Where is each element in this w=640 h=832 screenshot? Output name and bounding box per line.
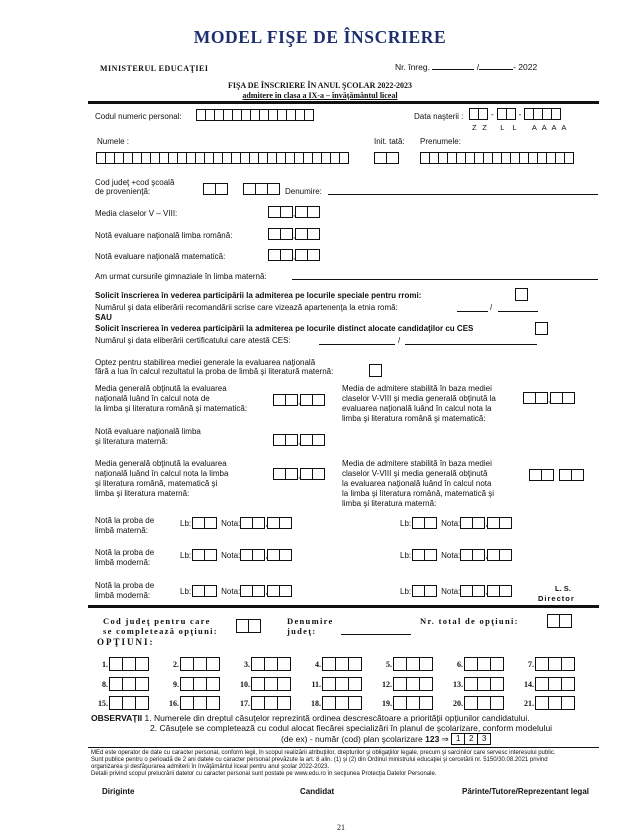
last-name-input[interactable] [96,152,349,164]
roma-doc-label: Numărul şi data eliberării recomandării scrise care vizează apartenenţa la etnia romă: [95,303,398,312]
nota-label: Nota: [441,550,461,560]
roma-doc-number[interactable] [457,311,488,312]
gen-avg-mat-label-2: naţională luând în calcul nota la limba [95,469,229,478]
director-label: Director [538,594,575,603]
option-8[interactable]: 8. [96,677,149,691]
options-county-label: Cod judeţ pentru care [103,616,211,626]
lb-label: Lb: [180,550,192,560]
ro-grade-label: Notă evaluare naţională limba română: [95,231,233,240]
arrow-right-icon: ⇒ [441,733,449,744]
option-16[interactable]: 16. [167,696,220,710]
option-4[interactable]: 4. [309,657,362,671]
ces-doc-slash: / [398,336,401,345]
math-grade-input[interactable]: , [268,249,320,261]
page-number: 21 [337,823,345,832]
nota-label: Nota: [221,586,241,596]
test-1-label-1: Notă la proba de [95,516,155,525]
options-total-input[interactable] [547,614,572,628]
option-15[interactable]: 15. [96,696,149,710]
cnp-input[interactable] [196,109,314,121]
form-title: FIŞA DE ÎNSCRIERE ÎN ANUL ŞCOLAR 2022-2023 [227,81,413,90]
adm-avg-mat-input[interactable] [529,469,584,481]
cnp-label: Codul numeric personal: [95,112,182,121]
school-code-label-2: de provenienţă: [95,187,151,196]
test-3-left[interactable]: Lb: Nota: , [180,585,292,597]
adm-avg-mat-label-4: la limba şi literatura română, matematică şi [342,489,495,498]
roma-request: Solicit înscrierea în vederea participării la admiterea pe locurile speciale pentru rromi: [95,291,422,300]
legal-line-3: organizarea şi desfăşurarea admiterii în învăţământul liceal pentru anul şcolar 2022-2023. [91,764,330,770]
roma-doc-date[interactable] [498,311,538,312]
gen-avg-mat-input[interactable]: , [273,468,325,480]
observations-note-3: (de ex) - număr (cod) plan şcolarizare 123 ⇒ 1 2 3 [281,733,491,745]
option-13[interactable]: 13. [451,677,504,691]
ces-doc-label: Numărul şi data eliberării certificatului care atestă CES: [95,336,291,345]
signature-parent: Părinte/Tutore/Reprezentant legal [462,787,589,796]
ces-request: Solicit înscrierea în vederea participării la admiterea pe locurile distinct alocate candidaţilor cu CES [95,324,474,333]
test-2-right[interactable]: Lb: Nota: , [400,549,512,561]
top-divider [88,101,599,104]
adm-avg-mat-label-1: Media de admitere stabilită în baza mediei [342,459,492,468]
options-header: OPŢIUNI: [97,637,155,647]
option-7[interactable]: 7. [522,657,575,671]
gen-avg-ro-label-1: Media generală obţinută la evaluarea [95,384,227,393]
example-code: 123 [425,734,440,744]
ces-checkbox[interactable] [535,322,548,335]
school-code-input[interactable] [243,183,280,195]
observations-note-2: 2. Căsuţele se completează cu codul alocat fiecărei specializări în planul de şcolarizare, conform modelului [150,723,553,733]
option-9[interactable]: 9. [167,677,220,691]
math-grade-label: Notă evaluare naţională matematică: [95,252,226,261]
adm-avg-ro-input[interactable]: , [523,392,575,404]
option-5[interactable]: 5. [380,657,433,671]
legal-line-1: MEd este operator de date cu caracter personal, conform legii, în scopul realizării atribuţiilor, drepturilor şi obligaţiilor legale, precum şi sarcinilor care servesc interesului public. [91,750,556,756]
roma-checkbox[interactable] [515,288,528,301]
ls-label: L. S. [555,584,571,593]
options-county-name-field[interactable] [341,634,411,635]
adm-avg-ro-label-2: claselor V-VIII şi media generală obţinută la [342,394,496,403]
first-name-input[interactable] [420,152,574,164]
legal-line-4: Detalii privind scopul prelucrării datelor cu caracter personal sunt postate pe www.edu.ro în secţiunea Protecţia Datelor Personale. [91,771,437,777]
maternal-opt-label: Optez pentru stabilirea mediei generale la evaluarea naţională [95,358,316,367]
gen-avg-mat-label-4: limba şi literatura maternă: [95,489,190,498]
test-2-label-2: limbă modernă: [95,558,151,567]
form-subtitle: admitere în clasa a IX-a – învăţământul liceal [242,91,398,100]
option-18[interactable]: 18. [309,696,362,710]
father-initial-label: Init. tată: [374,137,405,146]
test-1-label-2: limbă maternă: [95,526,148,535]
nota-label: Nota: [221,550,241,560]
lb-label: Lb: [180,586,192,596]
test-2-left[interactable]: Lb: Nota: , [180,549,292,561]
school-name-field[interactable] [328,194,598,195]
option-20[interactable]: 20. [451,696,504,710]
options-county-name-label: Denumire [287,616,334,626]
test-3-right[interactable]: Lb: Nota: , [400,585,512,597]
father-initial-input[interactable] [374,152,399,164]
school-code-label: Cod judeţ +cod şcoală [95,178,175,187]
test-3-label-1: Notă la proba de [95,581,155,590]
lb-label: Lb: [400,518,412,528]
option-6[interactable]: 6. [451,657,504,671]
avg-label: Media claselor V – VIII: [95,209,178,218]
option-21[interactable]: 21. [522,696,575,710]
roma-doc-slash: / [490,303,493,312]
example-boxes: 1 2 3 [451,733,491,745]
option-11[interactable]: 11. [309,677,362,691]
gen-avg-ro-input[interactable]: , [273,394,325,406]
maternal-course-field[interactable] [292,279,598,280]
options-county-name-label-2: judeţ: [287,626,317,636]
adm-avg-ro-label-3: evaluarea naţională luând în calcul nota la [342,404,492,413]
avg-input[interactable]: , [268,206,320,218]
gen-avg-mat-label-3: şi literatura română, matematică şi [95,479,218,488]
test-1-left[interactable]: Lb: Nota: , [180,517,292,529]
lb-label: Lb: [180,518,192,528]
option-10[interactable]: 10. [238,677,291,691]
ro-grade-input[interactable]: , [268,228,320,240]
ces-doc-date[interactable] [405,344,537,345]
birth-date-input[interactable]: - - [469,108,561,120]
legal-line-2: Sunt publice pentru o perioadă de 2 ani datele cu caracter personal prevăzute la art. 8 alin. (1) şi (2) din Ordinul ministrului educaţiei şi cercetării nr. 5150/30.08.2021 privind [91,757,548,763]
ministry-label: MINISTERUL EDUCAŢIEI [100,64,209,73]
notes-divider [88,747,599,748]
maternal-course-label: Am urmat cursurile gimnaziale în limba maternă: [95,272,267,281]
maternal-grade-label-2: şi literatura maternă: [95,437,168,446]
option-12[interactable]: 12. [380,677,433,691]
nota-label: Nota: [221,518,241,528]
option-14[interactable]: 14. [522,677,575,691]
nota-label: Nota: [441,518,461,528]
signature-principal: Diriginte [102,787,135,796]
maternal-grade-label-1: Notă evaluare naţională limba [95,427,201,436]
ces-doc-number[interactable] [319,344,395,345]
gen-avg-ro-label-2: naţională luând în calcul nota de [95,394,210,403]
gen-avg-ro-label-3: la limba şi literatura română şi matematică: [95,404,248,413]
maternal-opt-checkbox[interactable] [369,364,382,377]
options-county-input[interactable] [236,619,261,633]
observations-note-1: OBSERVAŢII 1. Numerele din dreptul căsuţelor reprezintă ordinea descrescătoare a priorităţii opţiunilor candidatului. [91,713,530,723]
registration-number[interactable]: Nr. înreg. / - 2022 [395,62,538,72]
birth-date-format: Z Z L L A A A A [472,123,567,132]
maternal-grade-input[interactable]: , [273,434,325,446]
option-1[interactable]: 1. [96,657,149,671]
adm-avg-ro-label-1: Media de admitere stabilită în baza mediei [342,384,492,393]
test-2-label-1: Notă la proba de [95,548,155,557]
gen-avg-mat-label-1: Media generală obţinută la evaluarea [95,459,227,468]
birth-date-label: Data naşterii : [414,112,464,121]
lb-label: Lb: [400,550,412,560]
last-name-label: Numele : [97,137,130,146]
option-2[interactable]: 2. [167,657,220,671]
test-1-right[interactable]: Lb: Nota: , [400,517,512,529]
page-title: MODEL FIŞE DE ÎNSCRIERE [193,27,447,47]
adm-avg-mat-label-2: claselor V-VIII şi media generală obţinută [342,469,488,478]
first-name-label: Prenumele: [420,137,461,146]
option-3[interactable]: 3. [238,657,291,671]
school-name-label: Denumire: [285,187,322,196]
county-code-input[interactable] [203,183,228,195]
test-3-label-2: limbă modernă: [95,591,151,600]
signature-candidate: Candidat [300,787,335,796]
lb-label: Lb: [400,586,412,596]
adm-avg-mat-label-3: la evaluarea naţională luând în calcul nota [342,479,492,488]
option-19[interactable]: 19. [380,696,433,710]
options-total-label: Nr. total de opţiuni: [420,616,519,626]
adm-avg-mat-label-5: limba şi literatura maternă: [342,499,437,508]
adm-avg-ro-label-4: limba şi literatura română şi matematică: [342,414,486,423]
nota-label: Nota: [441,586,461,596]
options-county-label-2: se completează opţiuni: [103,626,218,636]
or-label: SAU [95,313,112,322]
option-17[interactable]: 17. [238,696,291,710]
options-divider [88,605,599,608]
maternal-opt-label-2: fără a lua în calcul rezultatul la proba de limbă şi literatură maternă: [95,367,334,376]
